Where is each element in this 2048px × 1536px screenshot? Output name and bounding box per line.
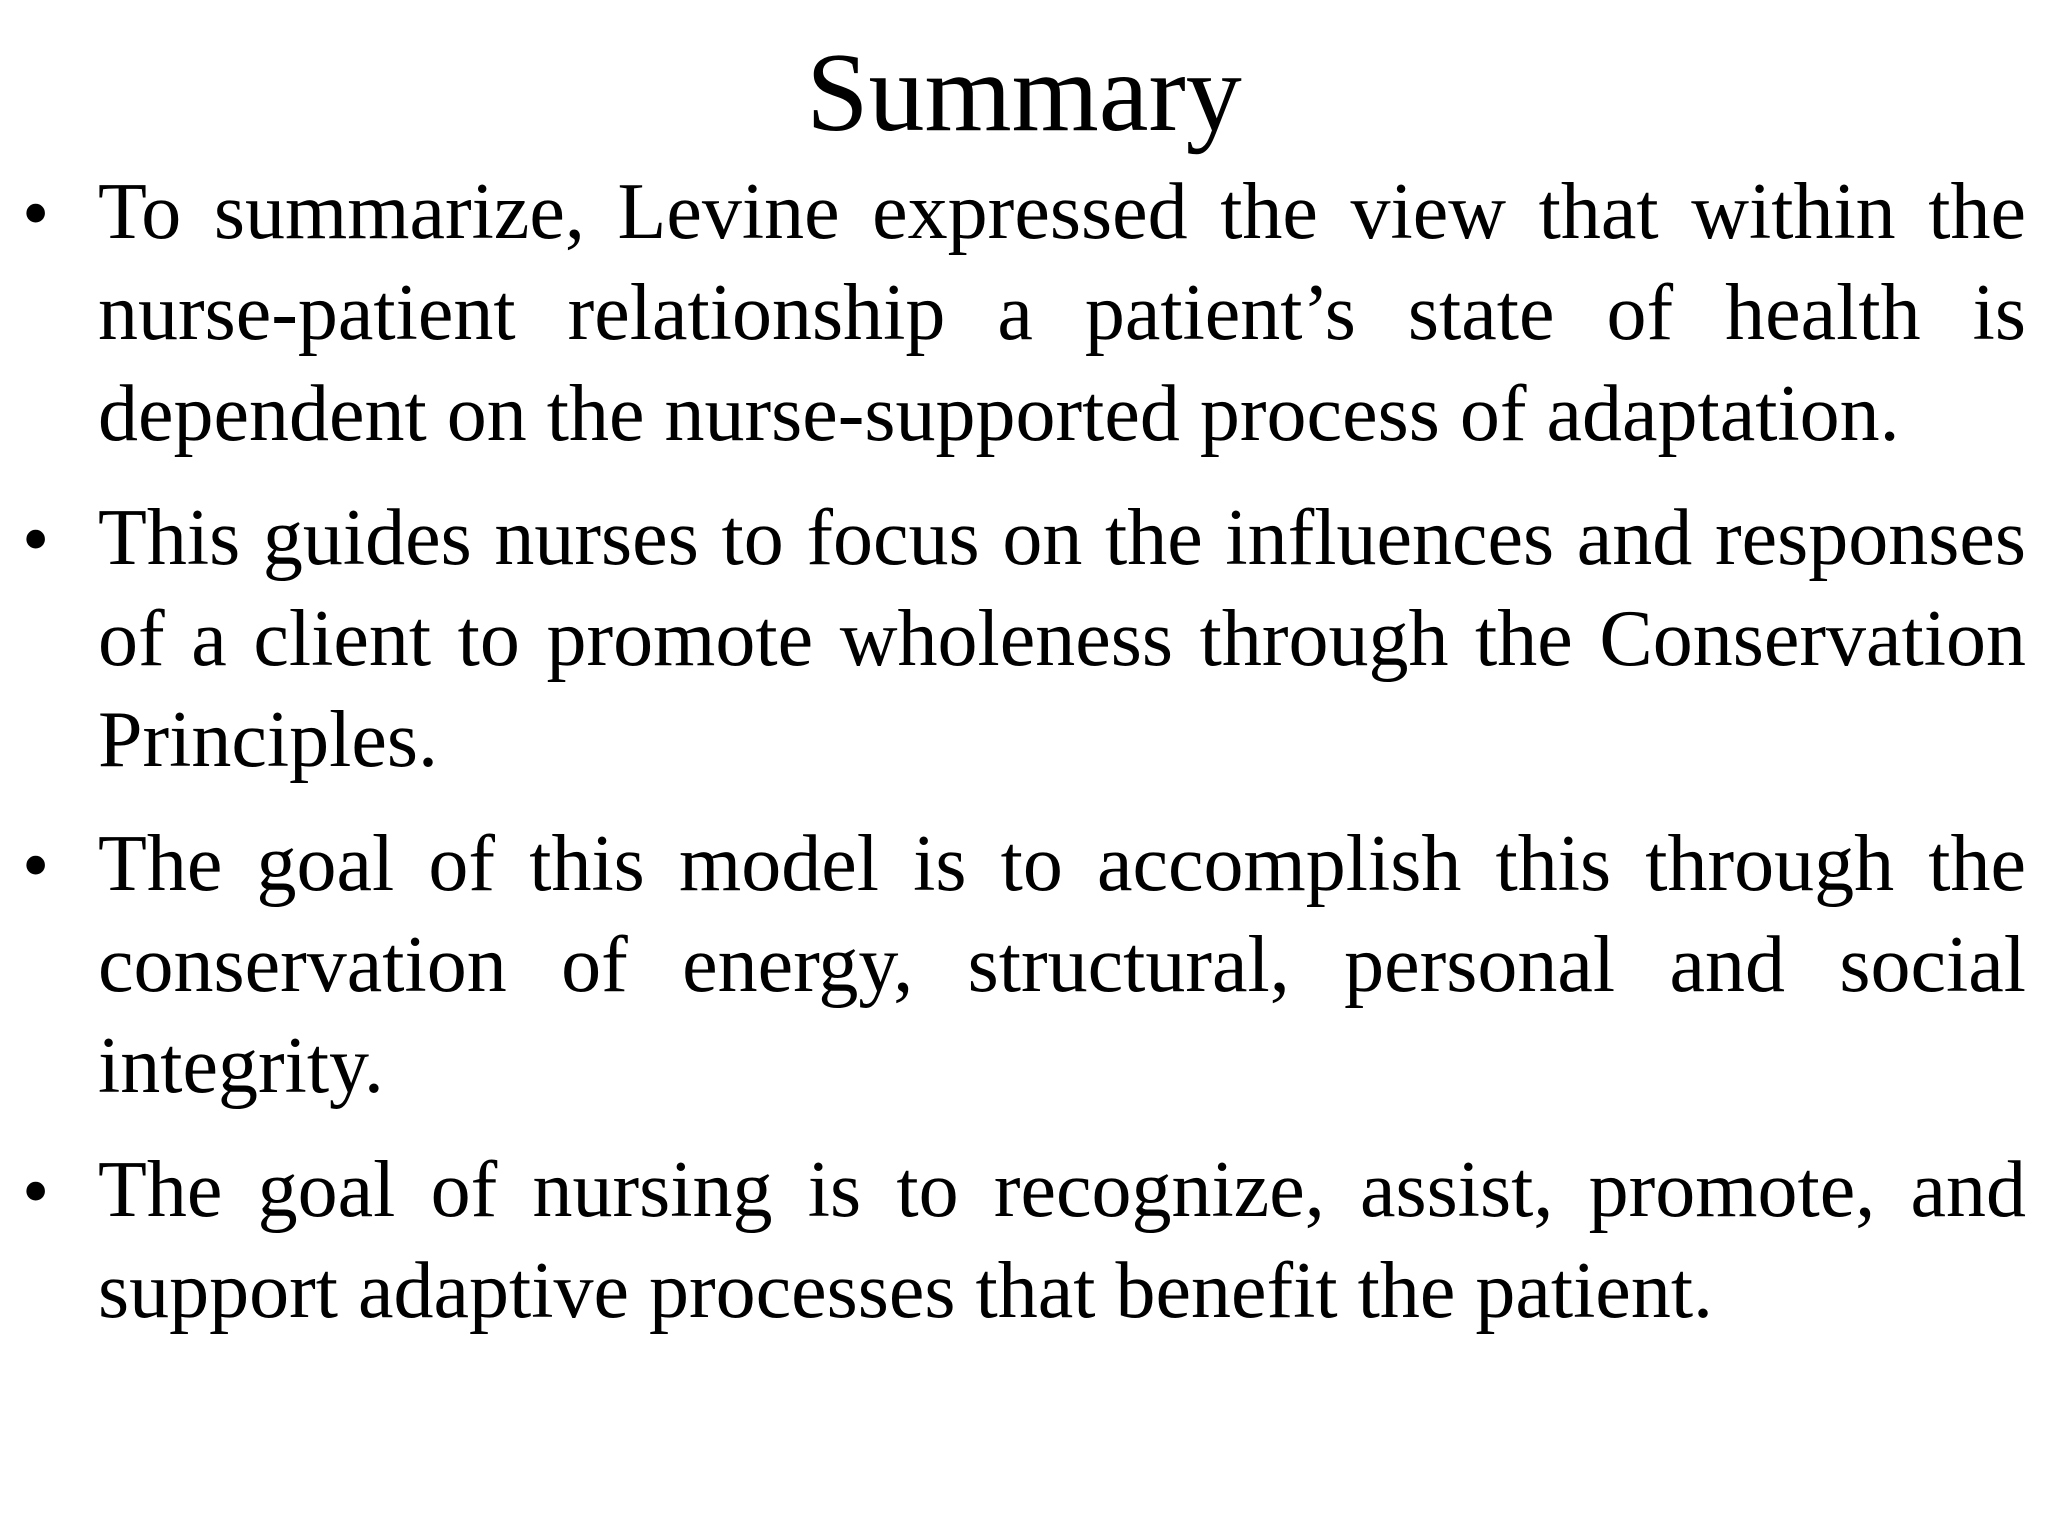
- bullet-dot-icon: •: [22, 1147, 50, 1234]
- bullet-item: [22, 814, 2026, 1117]
- bullet-text: The goal of this model is to accomplish this through the conservation of energy, structural, personal and social integrity.: [98, 820, 2026, 1110]
- bullet-text: To summarize, Levine expressed the view that within the nurse-patient relationship a patient’s state of health is dependent on the nurse-supported process of adaptation.: [98, 168, 2026, 458]
- bullet-dot-icon: •: [22, 169, 50, 256]
- bullet-item: [22, 162, 2026, 465]
- bullet-dot-icon: •: [22, 821, 50, 908]
- bullet-item: [22, 1140, 2026, 1342]
- bullet-item: [22, 488, 2026, 791]
- slide-title: Summary: [806, 31, 1242, 155]
- bullet-text: The goal of nursing is to recognize, assist, promote, and support adaptive processes that benefit the patient.: [98, 1146, 2026, 1335]
- bullet-text: This guides nurses to focus on the influences and responses of a client to promote wholeness through the Conservation Principles.: [98, 494, 2026, 784]
- bullet-list: [22, 162, 2026, 1365]
- bullet-dot-icon: •: [22, 495, 50, 582]
